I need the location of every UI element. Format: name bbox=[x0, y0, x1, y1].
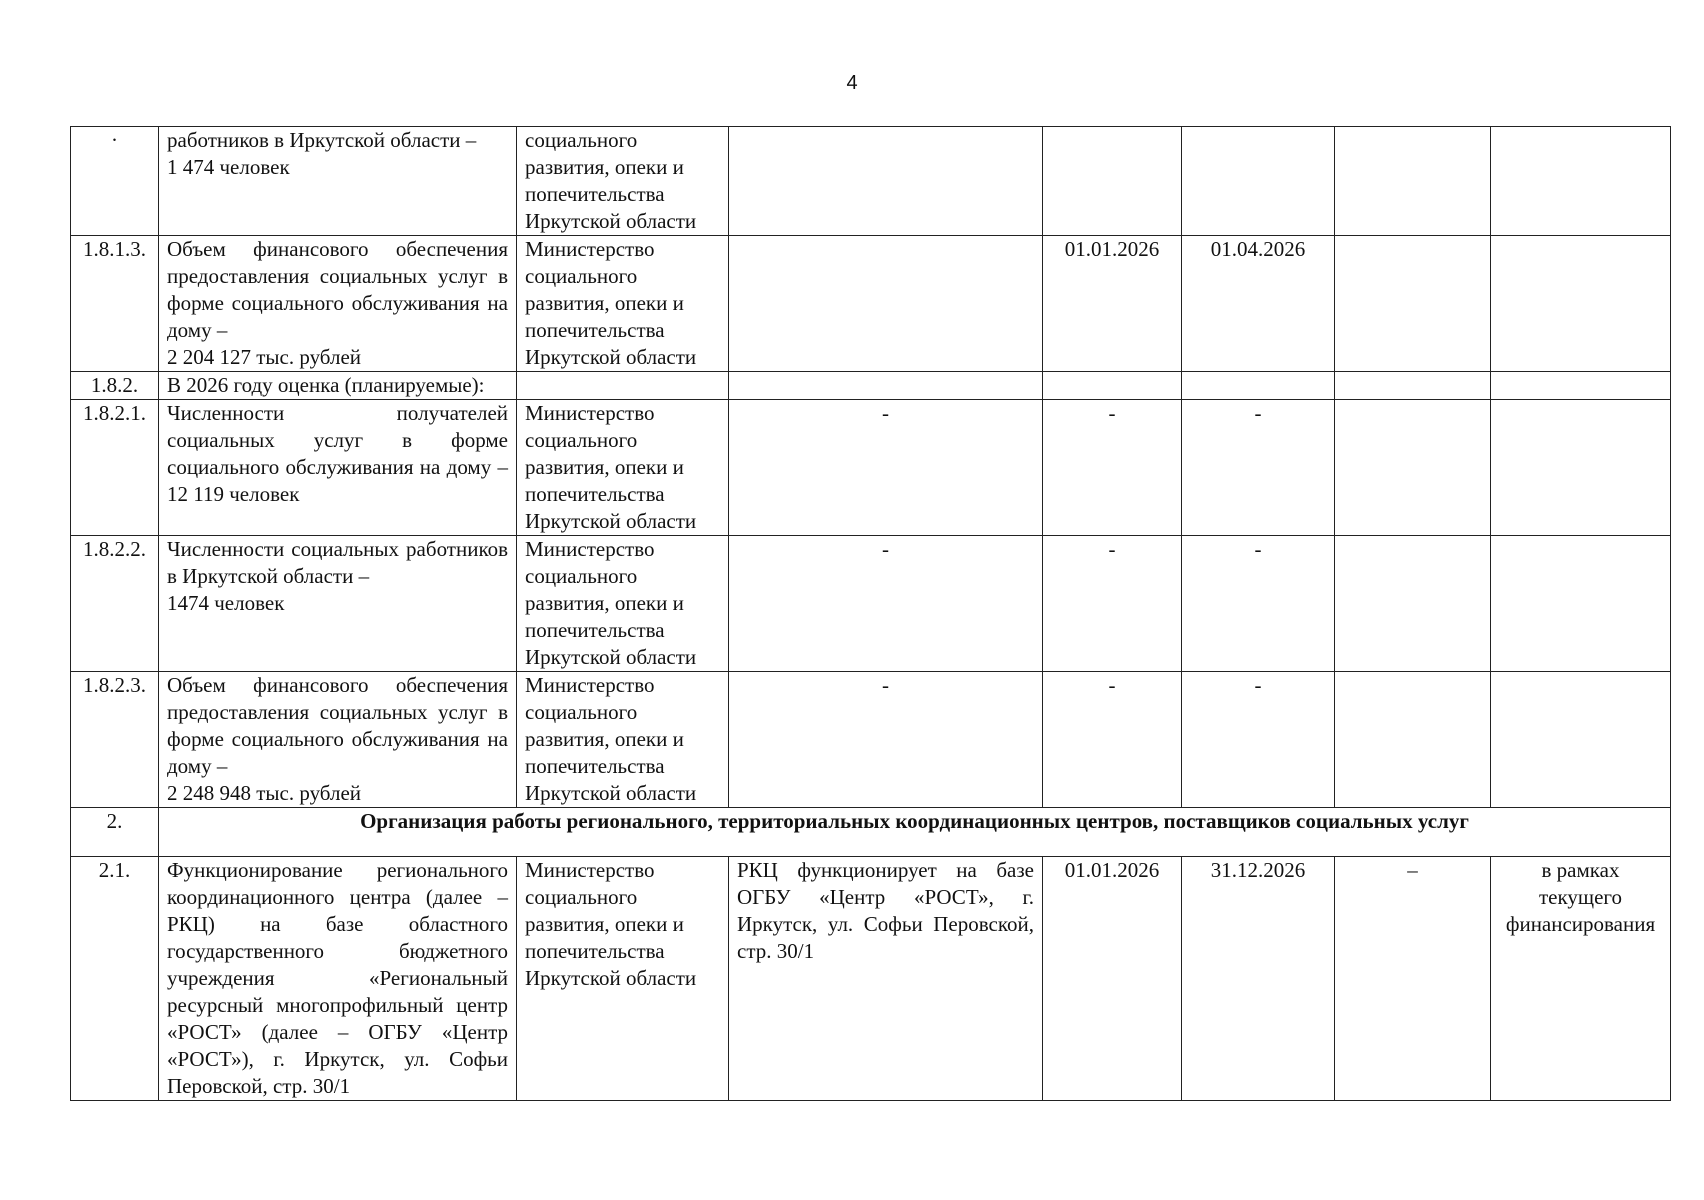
source-cell: в рамках текущего финансирования bbox=[1491, 857, 1671, 1101]
row-number: 1.8.2. bbox=[71, 372, 159, 400]
end-date-cell: - bbox=[1182, 672, 1335, 808]
start-date-cell: 01.01.2026 bbox=[1043, 857, 1182, 1101]
source-cell bbox=[1491, 372, 1671, 400]
result-cell bbox=[729, 372, 1043, 400]
end-date-cell bbox=[1182, 127, 1335, 236]
event-cell: В 2026 году оценка (планируемые): bbox=[159, 372, 517, 400]
event-cell: Численности получателей социальных услуг в форме социального обслуживания на дому – 12 119 человек bbox=[159, 400, 517, 536]
end-date-cell: - bbox=[1182, 400, 1335, 536]
end-date-cell: 01.04.2026 bbox=[1182, 236, 1335, 372]
result-cell: - bbox=[729, 672, 1043, 808]
amount-cell bbox=[1335, 400, 1491, 536]
row-number: 1.8.2.3. bbox=[71, 672, 159, 808]
amount-cell bbox=[1335, 236, 1491, 372]
executor-cell: Министерство социального развития, опеки и попечительства Иркутской области bbox=[517, 400, 729, 536]
executor-cell bbox=[517, 372, 729, 400]
row-number: · bbox=[71, 127, 159, 236]
end-date-cell: - bbox=[1182, 536, 1335, 672]
section-row bbox=[71, 808, 1671, 857]
section-title: Организация работы регионального, территориальных координационных центров, поставщиков социальных услуг bbox=[159, 808, 1671, 857]
amount-cell bbox=[1335, 127, 1491, 236]
executor-cell: Министерство социального развития, опеки и попечительства Иркутской области bbox=[517, 236, 729, 372]
table-row bbox=[71, 236, 1671, 372]
page-number: 4 bbox=[846, 72, 858, 94]
start-date-cell bbox=[1043, 127, 1182, 236]
row-number: 1.8.2.2. bbox=[71, 536, 159, 672]
result-cell bbox=[729, 127, 1043, 236]
source-cell bbox=[1491, 536, 1671, 672]
event-cell: Численности социальных работников в Иркутской области – 1474 человек bbox=[159, 536, 517, 672]
start-date-cell bbox=[1043, 372, 1182, 400]
table-row bbox=[71, 536, 1671, 672]
start-date-cell: - bbox=[1043, 672, 1182, 808]
executor-cell: социального развития, опеки и попечительства Иркутской области bbox=[517, 127, 729, 236]
executor-cell: Министерство социального развития, опеки и попечительства Иркутской области bbox=[517, 672, 729, 808]
row-number: 1.8.1.3. bbox=[71, 236, 159, 372]
start-date-cell: - bbox=[1043, 400, 1182, 536]
event-cell: Функционирование регионального координационного центра (далее – РКЦ) на базе областного государственного бюджетного учреждения «Региональный ресурсный многопрофильный центр «РОСТ» (далее – ОГБУ «Центр «РОСТ»), г. Иркутск, ул. Софьи Перовской, стр. 30/1 bbox=[159, 857, 517, 1101]
amount-cell bbox=[1335, 536, 1491, 672]
amount-cell bbox=[1335, 372, 1491, 400]
row-number: 1.8.2.1. bbox=[71, 400, 159, 536]
event-cell: Объем финансового обеспечения предоставления социальных услуг в форме социального обслуживания на дому – 2 204 127 тыс. рублей bbox=[159, 236, 517, 372]
source-cell bbox=[1491, 672, 1671, 808]
section-number: 2. bbox=[71, 808, 159, 857]
result-cell: - bbox=[729, 400, 1043, 536]
table-row bbox=[71, 672, 1671, 808]
table-row bbox=[71, 857, 1671, 1101]
start-date-cell: 01.01.2026 bbox=[1043, 236, 1182, 372]
result-cell: РКЦ функционирует на базе ОГБУ «Центр «РОСТ», г. Иркутск, ул. Софьи Перовской, стр. 30/1 bbox=[729, 857, 1043, 1101]
source-cell bbox=[1491, 400, 1671, 536]
amount-cell bbox=[1335, 672, 1491, 808]
event-cell: Объем финансового обеспечения предоставления социальных услуг в форме социального обслуживания на дому – 2 248 948 тыс. рублей bbox=[159, 672, 517, 808]
executor-cell: Министерство социального развития, опеки и попечительства Иркутской области bbox=[517, 536, 729, 672]
table-row bbox=[71, 127, 1671, 236]
end-date-cell bbox=[1182, 372, 1335, 400]
row-number: 2.1. bbox=[71, 857, 159, 1101]
executor-cell: Министерство социального развития, опеки и попечительства Иркутской области bbox=[517, 857, 729, 1101]
amount-cell: – bbox=[1335, 857, 1491, 1101]
result-cell: - bbox=[729, 536, 1043, 672]
end-date-cell: 31.12.2026 bbox=[1182, 857, 1335, 1101]
plan-table bbox=[70, 126, 1671, 1101]
table-row bbox=[71, 372, 1671, 400]
start-date-cell: - bbox=[1043, 536, 1182, 672]
result-cell bbox=[729, 236, 1043, 372]
source-cell bbox=[1491, 127, 1671, 236]
table-row bbox=[71, 400, 1671, 536]
source-cell bbox=[1491, 236, 1671, 372]
event-cell: работников в Иркутской области – 1 474 человек bbox=[159, 127, 517, 236]
